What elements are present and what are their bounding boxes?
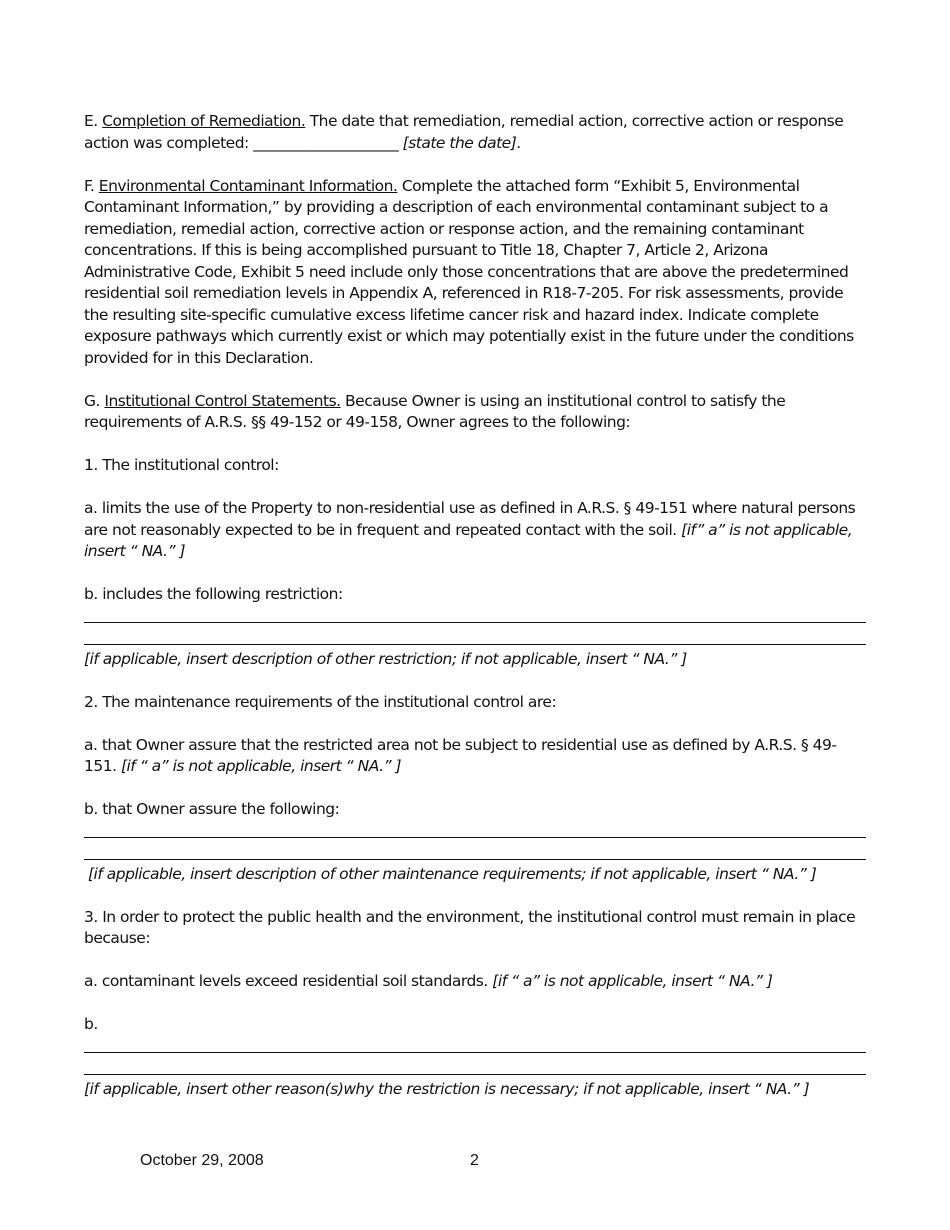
item-3a — [84, 971, 866, 993]
section-f-heading: Environmental Contaminant Information. — [98, 176, 398, 195]
item-2b-text: b. that Owner assure the following: — [84, 800, 340, 818]
item-1a — [84, 498, 866, 563]
section-e-hint: [state the date] — [402, 133, 517, 152]
maintenance-blank-line-1[interactable] — [84, 821, 866, 843]
item-1b-text: b. includes the following restriction: — [84, 585, 343, 603]
section-g-letter: G. — [84, 391, 100, 410]
restriction-blank-line-1[interactable] — [84, 606, 866, 628]
reason-blank-line-2[interactable] — [84, 1057, 866, 1079]
item-2a-text: a. that Owner assure that the restricted area not be subject to residential use as defined by A.R.S. § 49-151. — [84, 735, 837, 775]
footer-date: October 29, 2008 — [140, 1152, 264, 1169]
item-1a-hint: [if” a” is not applicable, insert “ NA.” ] — [84, 520, 853, 560]
section-g — [84, 391, 866, 434]
section-e-end: . — [516, 133, 521, 152]
item-3b-text: b. — [84, 1015, 98, 1033]
item-2a — [84, 735, 866, 778]
maintenance-blank-line-2[interactable] — [84, 842, 866, 864]
item-3b-hint: [if applicable, insert other reason(s)why the restriction is necessary; if not applicable, insert “ NA.” ] — [84, 1079, 810, 1098]
section-e-letter: E. — [84, 112, 98, 130]
item-1b — [84, 584, 866, 670]
section-f-text: Complete the attached form “Exhibit 5, Environmental Contaminant Information,” by providing a description of each environmental contaminant subject to a remediation, remedial action, corrective action or response action, and the remaining contaminant concentrations. If this is being accomplished pursuant to Title 18, Chapter 7, Article 2, Arizona Administrative Code, Exhibit 5 need include only those concentrations that are above the predetermined residential soil remediation levels in Appendix A, referenced in R18-7-205. For risk assessments, provide the resulting site-specific cumulative excess lifetime cancer risk and hazard index. Indicate complete exposure pathways which currently exist or which may potentially exist in the future under the conditions provided for in this Declaration. — [84, 176, 854, 367]
item-3b — [84, 1014, 866, 1100]
item-2a-hint: [if “ a” is not applicable, insert “ NA.” ] — [120, 757, 402, 775]
document-body — [84, 111, 866, 1122]
section-f-letter: F. — [84, 176, 95, 195]
item-2b — [84, 799, 866, 885]
item-2b-hint: [if applicable, insert description of other maintenance requirements; if not applicable, insert “ NA.” ] — [88, 864, 817, 883]
date-blank[interactable]: ____________________ — [253, 133, 399, 152]
item-3-title: 3. In order to protect the public health and the environment, the institutional control must remain in place because: — [84, 907, 856, 947]
item-3a-text: a. contaminant levels exceed residential soil standards. — [84, 972, 488, 990]
section-e-heading: Completion of Remediation. — [102, 112, 306, 130]
section-f — [84, 176, 866, 370]
section-g-heading: Institutional Control Statements. — [104, 391, 341, 410]
reason-blank-line-1[interactable] — [84, 1036, 866, 1058]
item-1-title: 1. The institutional control: — [84, 456, 279, 474]
section-e — [84, 111, 866, 154]
item-1a-text: a. limits the use of the Property to non-residential use as defined in A.R.S. § 49-151 where natural persons are not reasonably expected to be in frequent and repeated contact with the soil. — [84, 499, 856, 539]
restriction-blank-line-2[interactable] — [84, 627, 866, 649]
item-3a-hint: [if “ a” is not applicable, insert “ NA.” ] — [492, 972, 773, 990]
item-2-title: 2. The maintenance requirements of the institutional control are: — [84, 692, 557, 711]
section-e-text: The date that remediation, remedial action, corrective action or response action was completed: — [84, 112, 844, 152]
item-1b-hint: [if applicable, insert description of other restriction; if not applicable, insert “ NA.” ] — [84, 649, 687, 668]
section-g-text: Because Owner is using an institutional control to satisfy the requirements of A.R.S. §§ 49-152 or 49-158, Owner agrees to the following: — [84, 391, 786, 431]
page-number: 2 — [470, 1152, 479, 1169]
